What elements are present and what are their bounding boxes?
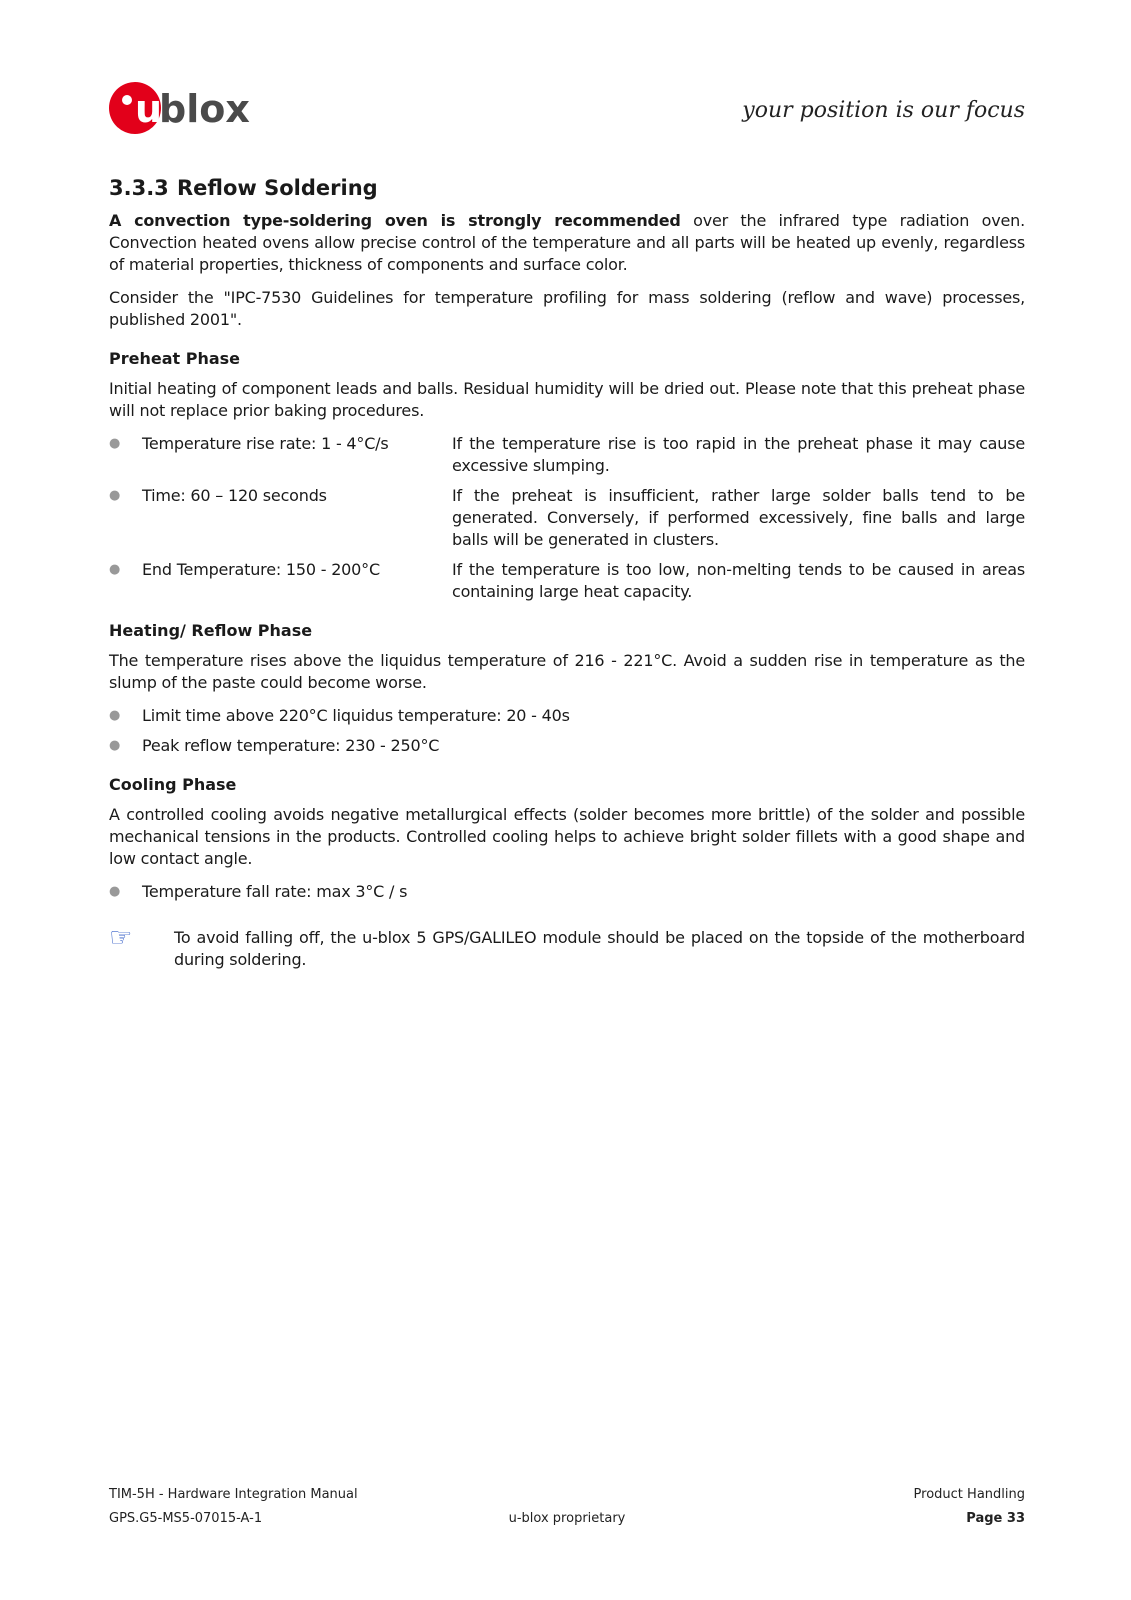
list-item — [109, 559, 1025, 603]
svg-text:u: u — [135, 87, 163, 131]
bullet-icon: ● — [109, 562, 121, 577]
preheat-text: Initial heating of component leads and balls. Residual humidity will be dried out. Please note that this preheat phase will not replace prior baking procedures. — [109, 379, 1025, 420]
main-content — [109, 176, 1025, 971]
classification: u-blox proprietary — [508, 1510, 626, 1526]
list-item — [109, 705, 1025, 727]
note — [109, 923, 1025, 971]
cooling-heading: Cooling Phase — [109, 775, 237, 794]
list-item-desc: If the temperature rise is too rapid in the preheat phase it may cause excessive slumping. — [452, 434, 1025, 475]
intro-bold-lead: A convection type-soldering oven is strongly recommended — [109, 211, 681, 230]
page-header — [107, 78, 1025, 138]
list-item-label: Limit time above 220°C liquidus temperature: 20 - 40s — [142, 706, 570, 725]
list-item-desc: If the preheat is insufficient, rather large solder balls tend to be generated. Conversely, if performed excessively, fine balls and large balls will be generated in clusters. — [452, 486, 1025, 549]
page-footer — [109, 1482, 1025, 1530]
intro-rest: over the infrared type radiation oven. Convection heated ovens allow precise control of the temperature and all parts will be heated up evenly, regardless of material properties, thickness of components and surface color. — [109, 211, 1025, 274]
bullet-icon: ● — [109, 488, 121, 503]
list-item — [109, 881, 1025, 903]
list-item — [109, 433, 1025, 477]
list-item-label: Peak reflow temperature: 230 - 250°C — [142, 736, 440, 755]
list-item-label: Temperature fall rate: max 3°C / s — [142, 882, 408, 901]
bullet-icon: ● — [109, 738, 121, 753]
preheat-heading: Preheat Phase — [109, 349, 241, 368]
ublox-logo — [107, 78, 267, 138]
bullet-icon: ● — [109, 436, 121, 451]
heating-text: The temperature rises above the liquidus temperature of 216 - 221°C. Avoid a sudden rise in temperature as the slump of the paste could become worse. — [109, 651, 1025, 692]
list-item-label: End Temperature: 150 - 200°C — [142, 560, 380, 579]
cooling-text: A controlled cooling avoids negative metallurgical effects (solder becomes more brittle) of the solder and possible mechanical tensions in the products. Controlled cooling helps to achieve bright solder fillets with a good shape and low contact angle. — [109, 805, 1025, 868]
list-item-desc: If the temperature is too low, non-melting tends to be caused in areas containing large heat capacity. — [452, 560, 1025, 601]
bullet-icon: ● — [109, 708, 121, 723]
consider-paragraph: Consider the "IPC-7530 Guidelines for temperature profiling for mass soldering (reflow and wave) processes, published 2001". — [109, 288, 1025, 329]
section-heading — [109, 176, 1025, 200]
svg-text:blox: blox — [159, 87, 250, 131]
list-item-label: Temperature rise rate: 1 - 4°C/s — [142, 434, 389, 453]
section-name: Product Handling — [913, 1486, 1025, 1502]
note-text: To avoid falling off, the u-blox 5 GPS/GALILEO module should be placed on the topside of the motherboard during soldering. — [174, 928, 1025, 969]
bullet-icon: ● — [109, 884, 121, 899]
heating-heading: Heating/ Reflow Phase — [109, 621, 313, 640]
pointing-hand-icon: ☞ — [109, 923, 133, 953]
tagline: your position is our focus — [742, 98, 1025, 123]
section-number: 3.3.3 — [109, 176, 169, 200]
list-item-label: Time: 60 – 120 seconds — [142, 486, 327, 505]
page-number: Page 33 — [966, 1510, 1025, 1526]
doc-id: GPS.G5-MS5-07015-A-1 — [109, 1510, 263, 1526]
doc-title: TIM-5H - Hardware Integration Manual — [109, 1486, 358, 1502]
intro-paragraph — [109, 210, 1025, 276]
list-item — [109, 485, 1025, 551]
section-title: Reflow Soldering — [177, 176, 378, 200]
list-item — [109, 735, 1025, 757]
